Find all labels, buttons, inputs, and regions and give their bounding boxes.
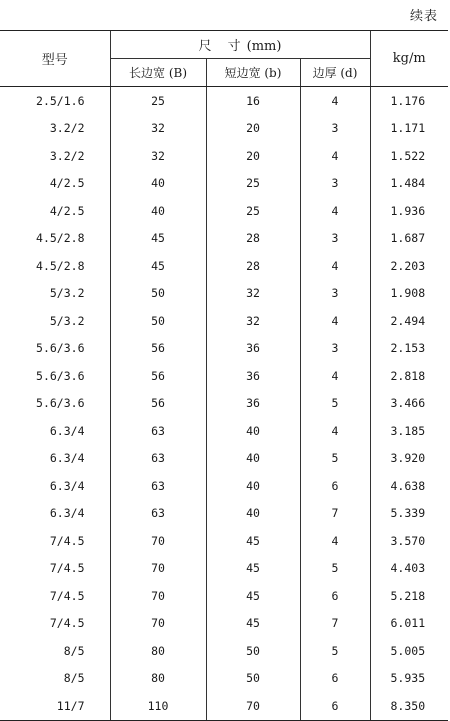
cell-short-side: 32 bbox=[206, 307, 300, 335]
cell-model: 5.6/3.6 bbox=[36, 396, 85, 411]
cell-mass: 4.638 bbox=[370, 472, 448, 500]
cell-long-side: 80 bbox=[110, 665, 206, 693]
cell-thickness: 4 bbox=[300, 307, 370, 335]
cell-model: 7/4.5 bbox=[49, 533, 85, 548]
cell-model: 8/5 bbox=[63, 671, 85, 686]
cell-model: 6.3/4 bbox=[49, 506, 85, 521]
cell-thickness: 5 bbox=[300, 637, 370, 665]
cell-model: 3.2/2 bbox=[49, 121, 85, 136]
cell-short-side: 45 bbox=[206, 555, 300, 583]
table-row bbox=[0, 280, 448, 308]
cell-model: 6.3/4 bbox=[49, 451, 85, 466]
cell-model: 4/2.5 bbox=[49, 203, 85, 218]
table-row bbox=[0, 637, 448, 665]
cell-mass: 1.522 bbox=[370, 142, 448, 170]
cell-thickness: 3 bbox=[300, 225, 370, 253]
cell-mass: 1.484 bbox=[370, 170, 448, 198]
cell-mass: 2.153 bbox=[370, 335, 448, 363]
cell-thickness: 4 bbox=[300, 362, 370, 390]
cell-thickness: 3 bbox=[300, 115, 370, 143]
cell-model: 5/3.2 bbox=[49, 286, 85, 301]
cell-thickness: 4 bbox=[300, 142, 370, 170]
table-row bbox=[0, 225, 448, 253]
cell-long-side: 32 bbox=[110, 115, 206, 143]
cell-thickness: 4 bbox=[300, 197, 370, 225]
cell-long-side: 32 bbox=[110, 142, 206, 170]
cell-long-side: 63 bbox=[110, 445, 206, 473]
cell-thickness: 3 bbox=[300, 335, 370, 363]
cell-short-side: 40 bbox=[206, 472, 300, 500]
cell-model: 6.3/4 bbox=[49, 423, 85, 438]
cell-short-side: 28 bbox=[206, 225, 300, 253]
table-row bbox=[0, 472, 448, 500]
header-long-side: 长边宽 (B) bbox=[110, 59, 206, 87]
cell-mass: 4.403 bbox=[370, 555, 448, 583]
header-dimensions-label: 尺 寸 bbox=[198, 39, 247, 54]
cell-thickness: 4 bbox=[300, 527, 370, 555]
cell-long-side: 80 bbox=[110, 637, 206, 665]
cell-model: 8/5 bbox=[63, 643, 85, 658]
cell-short-side: 45 bbox=[206, 610, 300, 638]
header-model: 型号 bbox=[0, 31, 110, 87]
cell-long-side: 63 bbox=[110, 417, 206, 445]
cell-thickness: 5 bbox=[300, 555, 370, 583]
cell-model: 7/4.5 bbox=[49, 588, 85, 603]
table-row bbox=[0, 335, 448, 363]
cell-mass: 1.687 bbox=[370, 225, 448, 253]
cell-model: 2.5/1.6 bbox=[36, 93, 85, 108]
cell-long-side: 50 bbox=[110, 280, 206, 308]
cell-short-side: 25 bbox=[206, 170, 300, 198]
cell-mass: 8.350 bbox=[370, 692, 448, 720]
cell-long-side: 70 bbox=[110, 610, 206, 638]
cell-model: 7/4.5 bbox=[49, 561, 85, 576]
cell-long-side: 63 bbox=[110, 500, 206, 528]
cell-thickness: 6 bbox=[300, 692, 370, 720]
cell-long-side: 63 bbox=[110, 472, 206, 500]
cell-short-side: 50 bbox=[206, 665, 300, 693]
table-body bbox=[0, 87, 448, 721]
cell-long-side: 56 bbox=[110, 335, 206, 363]
cell-model: 5.6/3.6 bbox=[36, 368, 85, 383]
table-row bbox=[0, 390, 448, 418]
cell-mass: 6.011 bbox=[370, 610, 448, 638]
table-row bbox=[0, 197, 448, 225]
cell-short-side: 45 bbox=[206, 527, 300, 555]
cell-model: 4.5/2.8 bbox=[36, 231, 85, 246]
cell-short-side: 32 bbox=[206, 280, 300, 308]
cell-short-side: 20 bbox=[206, 142, 300, 170]
header-thickness: 边厚 (d) bbox=[300, 59, 370, 87]
cell-short-side: 70 bbox=[206, 692, 300, 720]
cell-mass: 2.203 bbox=[370, 252, 448, 280]
cell-mass: 1.171 bbox=[370, 115, 448, 143]
table-row bbox=[0, 500, 448, 528]
cell-thickness: 4 bbox=[300, 252, 370, 280]
cell-short-side: 36 bbox=[206, 390, 300, 418]
cell-short-side: 45 bbox=[206, 582, 300, 610]
header-dimensions bbox=[110, 31, 370, 59]
cell-model: 4.5/2.8 bbox=[36, 258, 85, 273]
cell-thickness: 5 bbox=[300, 390, 370, 418]
cell-model: 3.2/2 bbox=[49, 148, 85, 163]
header-dimensions-unit: (mm) bbox=[246, 39, 282, 54]
cell-mass: 5.005 bbox=[370, 637, 448, 665]
table-row bbox=[0, 582, 448, 610]
table-row bbox=[0, 610, 448, 638]
cell-long-side: 56 bbox=[110, 390, 206, 418]
cell-long-side: 70 bbox=[110, 582, 206, 610]
table-row bbox=[0, 445, 448, 473]
cell-long-side: 40 bbox=[110, 170, 206, 198]
cell-long-side: 25 bbox=[110, 87, 206, 115]
cell-mass: 5.935 bbox=[370, 665, 448, 693]
cell-model: 7/4.5 bbox=[49, 616, 85, 631]
table-row bbox=[0, 417, 448, 445]
cell-mass: 3.185 bbox=[370, 417, 448, 445]
cell-thickness: 3 bbox=[300, 170, 370, 198]
cell-short-side: 36 bbox=[206, 335, 300, 363]
cell-short-side: 28 bbox=[206, 252, 300, 280]
table-row bbox=[0, 692, 448, 720]
cell-model: 5.6/3.6 bbox=[36, 341, 85, 356]
table-row bbox=[0, 555, 448, 583]
cell-long-side: 70 bbox=[110, 527, 206, 555]
cell-long-side: 56 bbox=[110, 362, 206, 390]
cell-short-side: 36 bbox=[206, 362, 300, 390]
cell-short-side: 16 bbox=[206, 87, 300, 115]
cell-thickness: 4 bbox=[300, 417, 370, 445]
cell-short-side: 40 bbox=[206, 417, 300, 445]
cell-mass: 2.818 bbox=[370, 362, 448, 390]
cell-mass: 2.494 bbox=[370, 307, 448, 335]
cell-short-side: 50 bbox=[206, 637, 300, 665]
cell-mass: 1.936 bbox=[370, 197, 448, 225]
cell-long-side: 110 bbox=[110, 692, 206, 720]
table-row bbox=[0, 115, 448, 143]
cell-mass: 5.218 bbox=[370, 582, 448, 610]
table-row bbox=[0, 665, 448, 693]
continued-label: 续表 bbox=[409, 9, 438, 24]
cell-long-side: 45 bbox=[110, 225, 206, 253]
cell-mass: 1.176 bbox=[370, 87, 448, 115]
cell-thickness: 3 bbox=[300, 280, 370, 308]
table-row bbox=[0, 307, 448, 335]
table-row bbox=[0, 252, 448, 280]
cell-short-side: 40 bbox=[206, 500, 300, 528]
cell-thickness: 6 bbox=[300, 665, 370, 693]
cell-thickness: 6 bbox=[300, 472, 370, 500]
cell-long-side: 40 bbox=[110, 197, 206, 225]
cell-long-side: 70 bbox=[110, 555, 206, 583]
cell-long-side: 45 bbox=[110, 252, 206, 280]
cell-mass: 5.339 bbox=[370, 500, 448, 528]
cell-mass: 3.920 bbox=[370, 445, 448, 473]
cell-short-side: 40 bbox=[206, 445, 300, 473]
table-row bbox=[0, 142, 448, 170]
steel-angle-table bbox=[0, 30, 448, 721]
cell-short-side: 25 bbox=[206, 197, 300, 225]
cell-mass: 1.908 bbox=[370, 280, 448, 308]
cell-long-side: 50 bbox=[110, 307, 206, 335]
cell-model: 11/7 bbox=[0, 692, 110, 720]
table-row bbox=[0, 170, 448, 198]
header-mass: kg/m bbox=[370, 31, 448, 87]
cell-thickness: 6 bbox=[300, 582, 370, 610]
cell-model: 5/3.2 bbox=[49, 313, 85, 328]
cell-thickness: 4 bbox=[300, 87, 370, 115]
cell-short-side: 20 bbox=[206, 115, 300, 143]
cell-thickness: 5 bbox=[300, 445, 370, 473]
cell-model: 4/2.5 bbox=[49, 176, 85, 191]
cell-model: 6.3/4 bbox=[49, 478, 85, 493]
cell-mass: 3.570 bbox=[370, 527, 448, 555]
table-row bbox=[0, 87, 448, 115]
table-row bbox=[0, 362, 448, 390]
header-short-side: 短边宽 (b) bbox=[206, 59, 300, 87]
table-row bbox=[0, 527, 448, 555]
cell-mass: 3.466 bbox=[370, 390, 448, 418]
cell-thickness: 7 bbox=[300, 500, 370, 528]
cell-thickness: 7 bbox=[300, 610, 370, 638]
